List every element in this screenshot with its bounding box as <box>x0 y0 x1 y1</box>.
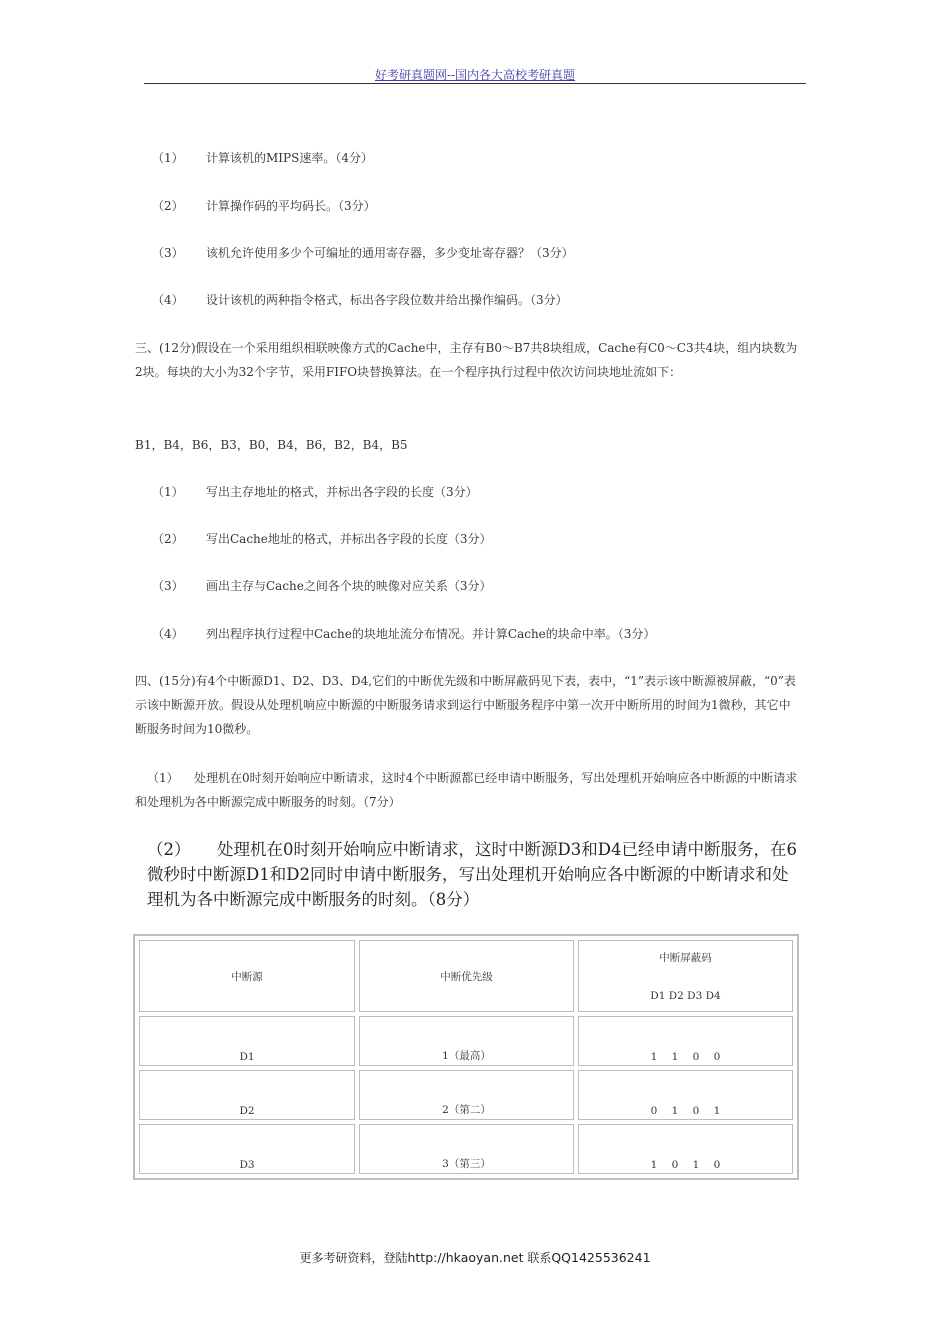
question-text: 处理机在0时刻开始响应中断请求，这时中断源D3和D4已经申请中断服务，在6微秒时中断源D1和D2同时申请中断服务，写出处理机开始响应各中断源的中断请求和处理机为各中断源完成中断服务的时刻。（8分） <box>147 840 797 909</box>
mask-value: 1 0 1 0 <box>650 1159 721 1171</box>
header-divider <box>144 83 806 84</box>
table-row <box>139 1124 793 1174</box>
question-number: （3） <box>152 246 184 260</box>
question-number: （2） <box>147 840 191 859</box>
table-header-row <box>139 940 793 1012</box>
header-source-label: 中断源 <box>231 970 263 983</box>
footer-url[interactable]: http://hkaoyan.net <box>407 1250 524 1265</box>
question-text: 写出Cache地址的格式，并标出各字段的长度（3分） <box>206 532 492 546</box>
question-4-2 <box>147 837 802 912</box>
question-3-1 <box>152 480 478 504</box>
question-3-3 <box>152 574 492 598</box>
cell-priority <box>359 1070 574 1120</box>
cell-mask <box>578 1124 793 1174</box>
question-number: （1） <box>152 485 184 499</box>
header-cell-source <box>139 940 355 1012</box>
footer-prefix: 更多考研资料，登陆 <box>299 1251 408 1265</box>
question-text: 计算该机的MIPS速率。（4分） <box>206 151 373 165</box>
priority-value: 1（最高） <box>442 1050 491 1062</box>
table-row <box>139 1016 793 1066</box>
footer-contact: QQ1425536241 <box>551 1250 651 1265</box>
page-footer <box>0 1249 950 1266</box>
mask-value: 1 1 0 0 <box>650 1051 721 1063</box>
source-value: D2 <box>239 1105 255 1117</box>
section-4-intro: 四、(15分)有4个中断源D1、D2、D3、D4,它们的中断优先级和中断屏蔽码见下表，表中，“1”表示该中断源被屏蔽，“0”表示该中断源开放。假设从处理机响应中断源的中断服务请求到运行中断服务程序中第一次开中断所用的时间为1微秒，其它中断服务时间为10微秒。 <box>135 674 796 736</box>
question-number: （2） <box>152 532 184 546</box>
cell-source <box>139 1070 355 1120</box>
header-priority-label: 中断优先级 <box>440 970 493 983</box>
question-4-1 <box>135 766 799 814</box>
cell-source <box>139 1016 355 1066</box>
source-value: D3 <box>239 1159 255 1171</box>
question-number: （4） <box>152 627 184 641</box>
question-text: 画出主存与Cache之间各个块的映像对应关系（3分） <box>206 579 492 593</box>
header-cell-mask <box>578 940 793 1012</box>
header-link[interactable]: 好考研真题网--国内各大高校考研真题 <box>374 68 576 82</box>
table-row <box>139 1070 793 1120</box>
question-number: （3） <box>152 579 184 593</box>
question-text: 处理机在0时刻开始响应中断请求，这时4个中断源都已经申请中断服务，写出处理机开始响应各中断源的中断请求和处理机为各中断源完成中断服务的时刻。（7分） <box>135 771 798 809</box>
question-text: 计算操作码的平均码长。（3分） <box>206 199 376 213</box>
question-3-2 <box>152 527 492 551</box>
question-2-3 <box>152 241 574 265</box>
question-3-4 <box>152 622 655 646</box>
priority-value: 3（第三） <box>442 1158 491 1170</box>
header-mask-columns: D1 D2 D3 D4 <box>650 990 721 1002</box>
question-number: （4） <box>152 293 184 307</box>
question-2-4 <box>152 288 568 312</box>
question-number: （2） <box>152 199 184 213</box>
cell-priority <box>359 1016 574 1066</box>
header-cell-priority <box>359 940 574 1012</box>
interrupt-table <box>133 934 799 1180</box>
question-text: 写出主存地址的格式，并标出各字段的长度（3分） <box>206 485 478 499</box>
priority-value: 2（第二） <box>442 1104 491 1116</box>
footer-contact-label: 联系 <box>527 1251 552 1265</box>
question-text: 设计该机的两种指令格式，标出各字段位数并给出操作编码。（3分） <box>206 293 568 307</box>
cell-priority <box>359 1124 574 1174</box>
cell-mask <box>578 1070 793 1120</box>
question-2-2 <box>152 194 376 218</box>
question-text: 该机允许使用多少个可编址的通用寄存器，多少变址寄存器？（3分） <box>206 246 574 260</box>
header-mask-label: 中断屏蔽码 <box>659 952 712 964</box>
cell-source <box>139 1124 355 1174</box>
question-number: （1） <box>147 771 179 785</box>
cell-mask <box>578 1016 793 1066</box>
access-sequence: B1，B4，B6，B3，B0，B4，B6，B2，B4，B5 <box>135 438 408 452</box>
section-3-intro: 三、(12分)假设在一个采用组织相联映像方式的Cache中，主存有B0～B7共8块组成，Cache有C0～C3共4块，组内块数为2块。每块的大小为32个字节，采用FIFO块替换算法。在一个程序执行过程中依次访问块地址流如下： <box>135 341 798 379</box>
source-value: D1 <box>239 1051 255 1063</box>
question-text: 列出程序执行过程中Cache的块地址流分布情况。并计算Cache的块命中率。（3分） <box>206 627 656 641</box>
mask-value: 0 1 0 1 <box>650 1105 721 1117</box>
question-2-1 <box>152 146 373 170</box>
question-number: （1） <box>152 151 184 165</box>
